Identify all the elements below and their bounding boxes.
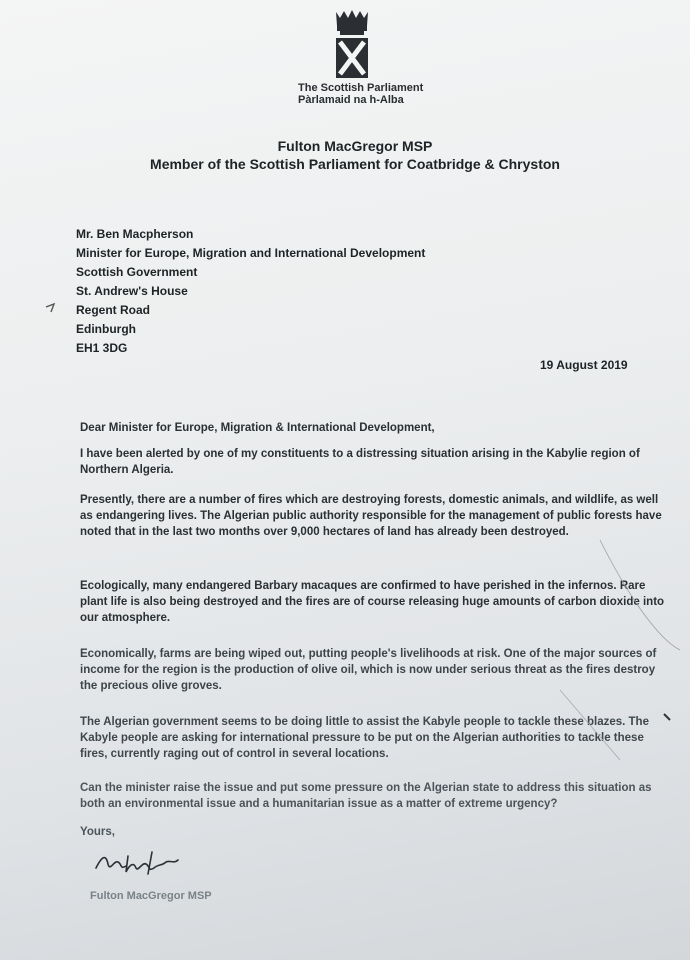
closing: Yours,: [80, 826, 115, 838]
paragraph: I have been alerted by one of my constituents to a distressing situation arising in the Kabylie region of Northern Algeria.: [80, 448, 640, 476]
address-line: EH1 3DG: [76, 341, 128, 355]
paragraph: The Algerian government seems to be doing little to assist the Kabyle people to tackle these blazes. The Kabyle people are asking for international pressure to be put on the Algerian authorities to tackle these fires, currently raging out of control in several locations.: [80, 716, 649, 760]
greeting: Dear Minister for Europe, Migration & International Development,: [80, 422, 435, 434]
address-line: Mr. Ben Macpherson: [76, 227, 194, 241]
pen-mark-icon: [44, 300, 58, 314]
paragraph: Can the minister raise the issue and put some pressure on the Algerian state to address this situation as both an environmental issue and a humanitarian issue as a matter of extreme urgency?: [80, 782, 652, 810]
parliament-name: [298, 82, 448, 106]
address-line: Regent Road: [76, 303, 151, 317]
scottish-parliament-crest-icon: [330, 8, 374, 84]
recipient-address: [76, 225, 496, 358]
address-line: Scottish Government: [76, 265, 198, 279]
signer-name: Fulton MacGregor MSP: [90, 890, 212, 902]
paragraph: Ecologically, many endangered Barbary macaques are confirmed to have perished in the infernos. Rare plant life is also being destroyed and the fires are of course releasing huge amounts of carbon dioxide into our atmosphere.: [80, 580, 665, 624]
address-line: Edinburgh: [76, 322, 136, 336]
msp-name: Fulton MacGregor MSP: [277, 138, 433, 154]
paragraph: Presently, there are a number of fires which are destroying forests, domestic animals, and wildlife, as well as endangering lives. The Algerian public authority responsible for the management of public forests have noted that in the last two months over 9,000 hectares of land has already been destroyed.: [80, 494, 662, 538]
address-line: Minister for Europe, Migration and International Development: [76, 246, 426, 260]
handwritten-signature: [92, 842, 202, 882]
parliament-name-english: The Scottish Parliament: [298, 82, 424, 94]
msp-role: Member of the Scottish Parliament for Coatbridge & Chryston: [150, 156, 560, 172]
paragraph: Economically, farms are being wiped out, putting people's livelihoods at risk. One of the major sources of income for the region is the production of olive oil, which is now under serious threat as the fires destroy the precious olive groves.: [80, 648, 657, 692]
letter-date: 19 August 2019: [540, 358, 628, 372]
address-line: St. Andrew's House: [76, 284, 188, 298]
parliament-name-gaelic: Pàrlamaid na h-Alba: [298, 94, 404, 106]
